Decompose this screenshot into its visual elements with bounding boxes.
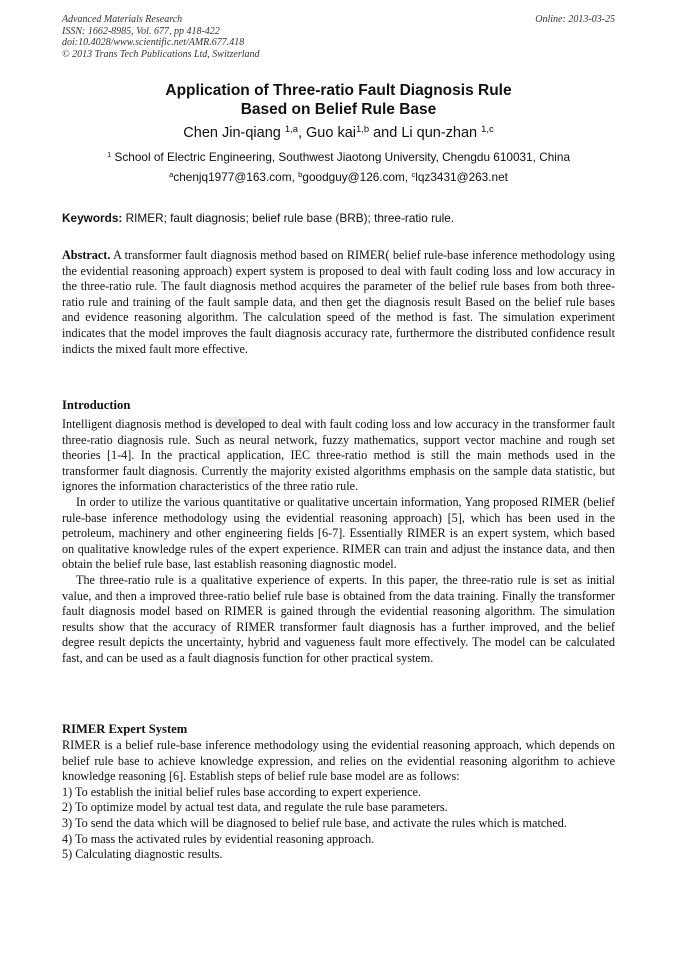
journal-issn: ISSN: 1662-8985, Vol. 677, pp 418-422 [62, 25, 220, 37]
rimer-body [62, 738, 615, 863]
paper-title [62, 81, 615, 119]
intro-paragraph-3: The three-ratio rule is a qualitative experience of experts. In this paper, the three-ratio rule is set as initial value, and then a improved three-ratio belief rule base is obtained from the data training. Finally the transformer fault diagnosis model based on RIMER is gained through the evidential reasoning algorithm. The simulation results show that the accuracy of RIMER transformer fault diagnosis has a further improved, and the belief degree result depicts the uncertainty, hybrid and vagueness fault more effectively. The model can be calculated fast, and can be used as a fault diagnosis function for other practical system. [62, 572, 615, 665]
author-list [62, 124, 615, 142]
author-emails [62, 170, 615, 185]
intro-p1-start: Intelligent diagnosis method is [62, 417, 216, 431]
title-line-1: Application of Three-ratio Fault Diagnosis Rule [165, 82, 512, 99]
author-2-affil: 1,b [356, 122, 370, 134]
list-item: 1) To establish the initial belief rules base according to expert experience. [62, 784, 421, 799]
affiliation [62, 150, 615, 165]
list-item: 4) To mass the activated rules by evidential reasoning approach. [62, 831, 375, 846]
journal-copyright: © 2013 Trans Tech Publications Ltd, Switzerland [62, 48, 260, 60]
author-separator: , [297, 125, 307, 141]
author-2: Guo kai [306, 125, 356, 141]
author-separator: and [369, 125, 402, 141]
list-item: 2) To optimize model by actual test data, and regulate the rule base parameters. [62, 800, 448, 815]
affiliation-number: 1 [106, 149, 112, 159]
list-item: 3) To send the data which will be diagnosed to belief rule base, and activate the rules which is matched. [62, 815, 567, 830]
author-1-affil: 1,a [284, 122, 298, 134]
keywords [62, 211, 615, 226]
author-3-affil: 1,c [481, 122, 494, 134]
abstract-label: Abstract. [62, 248, 111, 262]
email-b[interactable]: goodguy@126.com, [302, 170, 412, 184]
email-b-marker: b [298, 169, 303, 179]
rimer-heading: RIMER Expert System [62, 722, 188, 736]
keywords-label: Keywords: [62, 211, 123, 225]
abstract [62, 248, 615, 357]
intro-paragraph-1 [62, 417, 615, 495]
email-a[interactable]: chenjq1977@163.com, [173, 170, 299, 184]
introduction-body [62, 417, 615, 667]
email-c-marker: c [411, 169, 416, 179]
title-line-2: Based on Belief Rule Base [240, 101, 437, 118]
author-1: Chen Jin-qiang [183, 125, 285, 141]
keywords-text: RIMER; fault diagnosis; belief rule base (BRB); three-ratio rule. [122, 211, 455, 225]
list-item: 5) Calculating diagnostic results. [62, 847, 223, 862]
rimer-steps [62, 785, 615, 863]
online-date: Online: 2013-03-25 [535, 14, 615, 25]
intro-paragraph-2: In order to utilize the various quantitative or qualitative uncertain information, Yang proposed RIMER (belief rule-base inference methodology using the evidential reasoning approach) [5], which has been used in the petroleum, machinery and other engineering fields [6-7]. Essentially RIMER is an expert system, which based on qualitative knowledge rules of the expert experience. RIMER can train and adjust the instance data, and then obtain the belief rule base, last establish reasoning diagnostic model. [62, 494, 615, 572]
affiliation-text: School of Electric Engineering, Southwest Jiaotong University, Chengdu 610031, China [111, 150, 571, 164]
highlighted-word: developed [215, 417, 266, 431]
introduction-heading: Introduction [62, 398, 131, 412]
journal-name: Advanced Materials Research [62, 14, 183, 25]
intro-p1-end: to deal with fault coding loss and low accuracy in the transformer fault three-ratio diagnosis rule. Such as neural network, fuzzy mathematics, support vector machine and rough set theories [1-4]. In the practical application, IEC three-ratio method is still the main methods used in the transformer fault diagnosis. Currently the majority existed algorithms emphasis on the sample data statistic, but ignores the information characteristics of the three ratio rule. [62, 417, 615, 494]
email-c[interactable]: lqz3431@263.net [415, 170, 508, 184]
email-a-marker: a [169, 169, 174, 179]
journal-header [62, 14, 615, 60]
rimer-paragraph-1: RIMER is a belief rule-base inference methodology using the evidential reasoning approach, which depends on belief rule base to achieve knowledge expression, and relies on the evidential reasoning algorithm to achieve knowledge reasoning [6]. Establish steps of belief rule base model are as follows: [62, 738, 615, 784]
author-3: Li qun-zhan [401, 125, 482, 141]
journal-doi: doi:10.4028/www.scientific.net/AMR.677.418 [62, 37, 245, 48]
abstract-text: A transformer fault diagnosis method based on RIMER( belief rule-base inference methodology using the evidential reasoning approach) expert system is proposed to deal with fault coding loss and low accuracy in the three-ratio rule. The fault diagnosis method acquires the parameter of the belief rule bases from both three-ratio rule and training of the fault sample data, and then get the diagnosis result Based on the belief rule bases and evidence reasoning algorithm. The calculation speed of the method is fast. The simulation experiment indicates that the model improves the fault diagnosis accuracy rate, furthermore the distributed confidence result indicts the mixed fault more effective. [62, 248, 615, 356]
